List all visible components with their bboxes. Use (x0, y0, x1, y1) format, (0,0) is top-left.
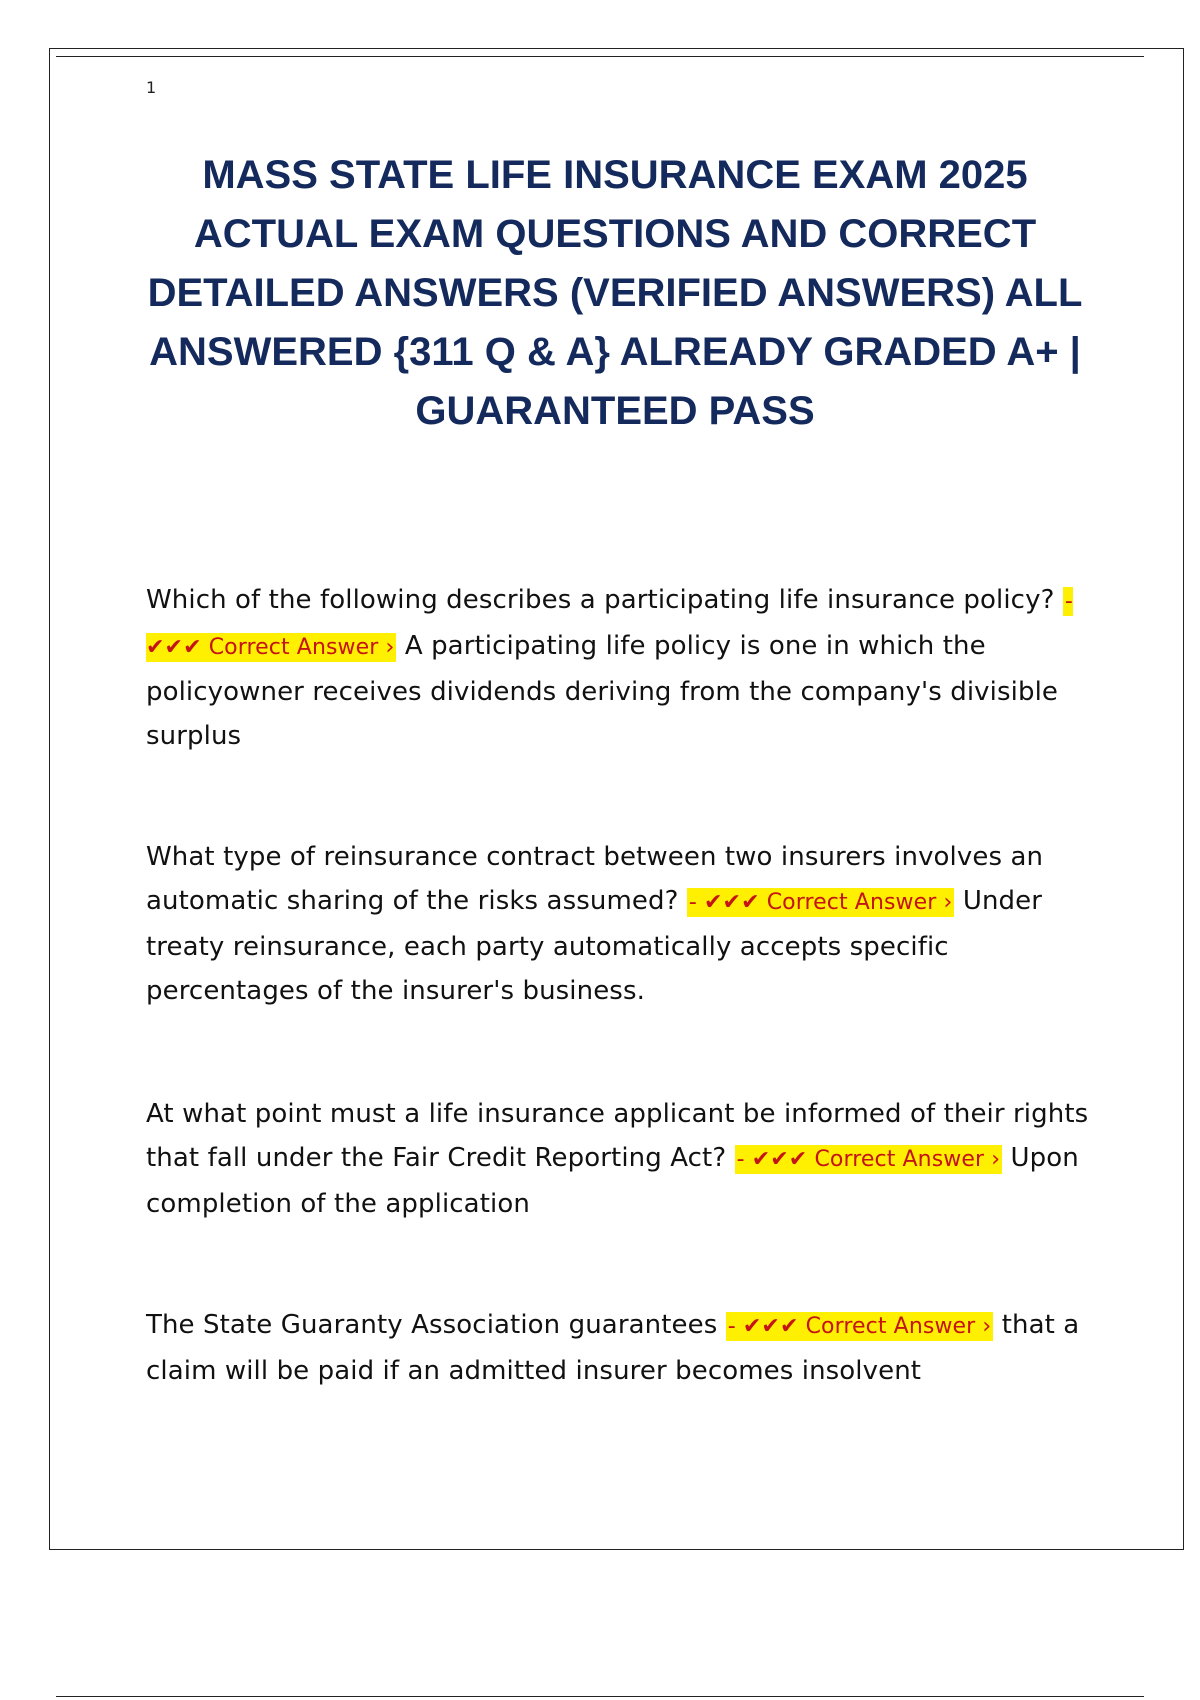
document-title: MASS STATE LIFE INSURANCE EXAM 2025 ACTUAL EXAM QUESTIONS AND CORRECT DETAILED ANSWERS (VERIFIED ANSWERS) ALL ANSWERED {311 Q & A} ALREADY GRADED A+ | GUARANTEED PASS (147, 153, 1083, 433)
qa-item (146, 578, 1096, 758)
question-text: What type of reinsurance contract between two insurers involves an automatic sharing of the risks assumed? (146, 842, 1044, 916)
answer-text: Upon completion of the application (146, 1143, 1079, 1219)
answer-text: A participating life policy is one in which the policyowner receives dividends deriving from the company's divisible surplus (146, 631, 1058, 751)
check-icon: ✔✔✔ (742, 1314, 799, 1339)
question-text: The State Guaranty Association guarantees (146, 1310, 718, 1340)
check-icon: ✔✔✔ (704, 890, 760, 915)
correct-answer-marker: - ✔✔✔ Correct Answer › (736, 1147, 1001, 1172)
page-number: 1 (146, 78, 157, 97)
correct-answer-marker: - ✔✔✔ Correct Answer › (688, 890, 953, 915)
bottom-rule (56, 1696, 1144, 1697)
check-icon: ✔✔✔ (146, 635, 202, 660)
question-text: At what point must a life insurance applicant be informed of their rights that fall under the Fair Credit Reporting Act? (146, 1099, 1089, 1173)
qa-item (146, 835, 1096, 1013)
answer-text: that a claim will be paid if an admitted insurer becomes insolvent (146, 1310, 1080, 1386)
qa-item (146, 1303, 1096, 1393)
correct-answer-marker: - ✔✔✔ Correct Answer › (146, 589, 1073, 660)
qa-item (146, 1092, 1096, 1226)
answer-text: Under treaty reinsurance, each party automatically accepts specific percentages of the insurer's business. (146, 886, 1043, 1006)
question-text: Which of the following describes a participating life insurance policy? (146, 585, 1055, 615)
correct-answer-marker: - ✔✔✔ Correct Answer › (727, 1314, 992, 1339)
top-rule (56, 56, 1144, 57)
check-icon: ✔✔✔ (751, 1147, 808, 1172)
